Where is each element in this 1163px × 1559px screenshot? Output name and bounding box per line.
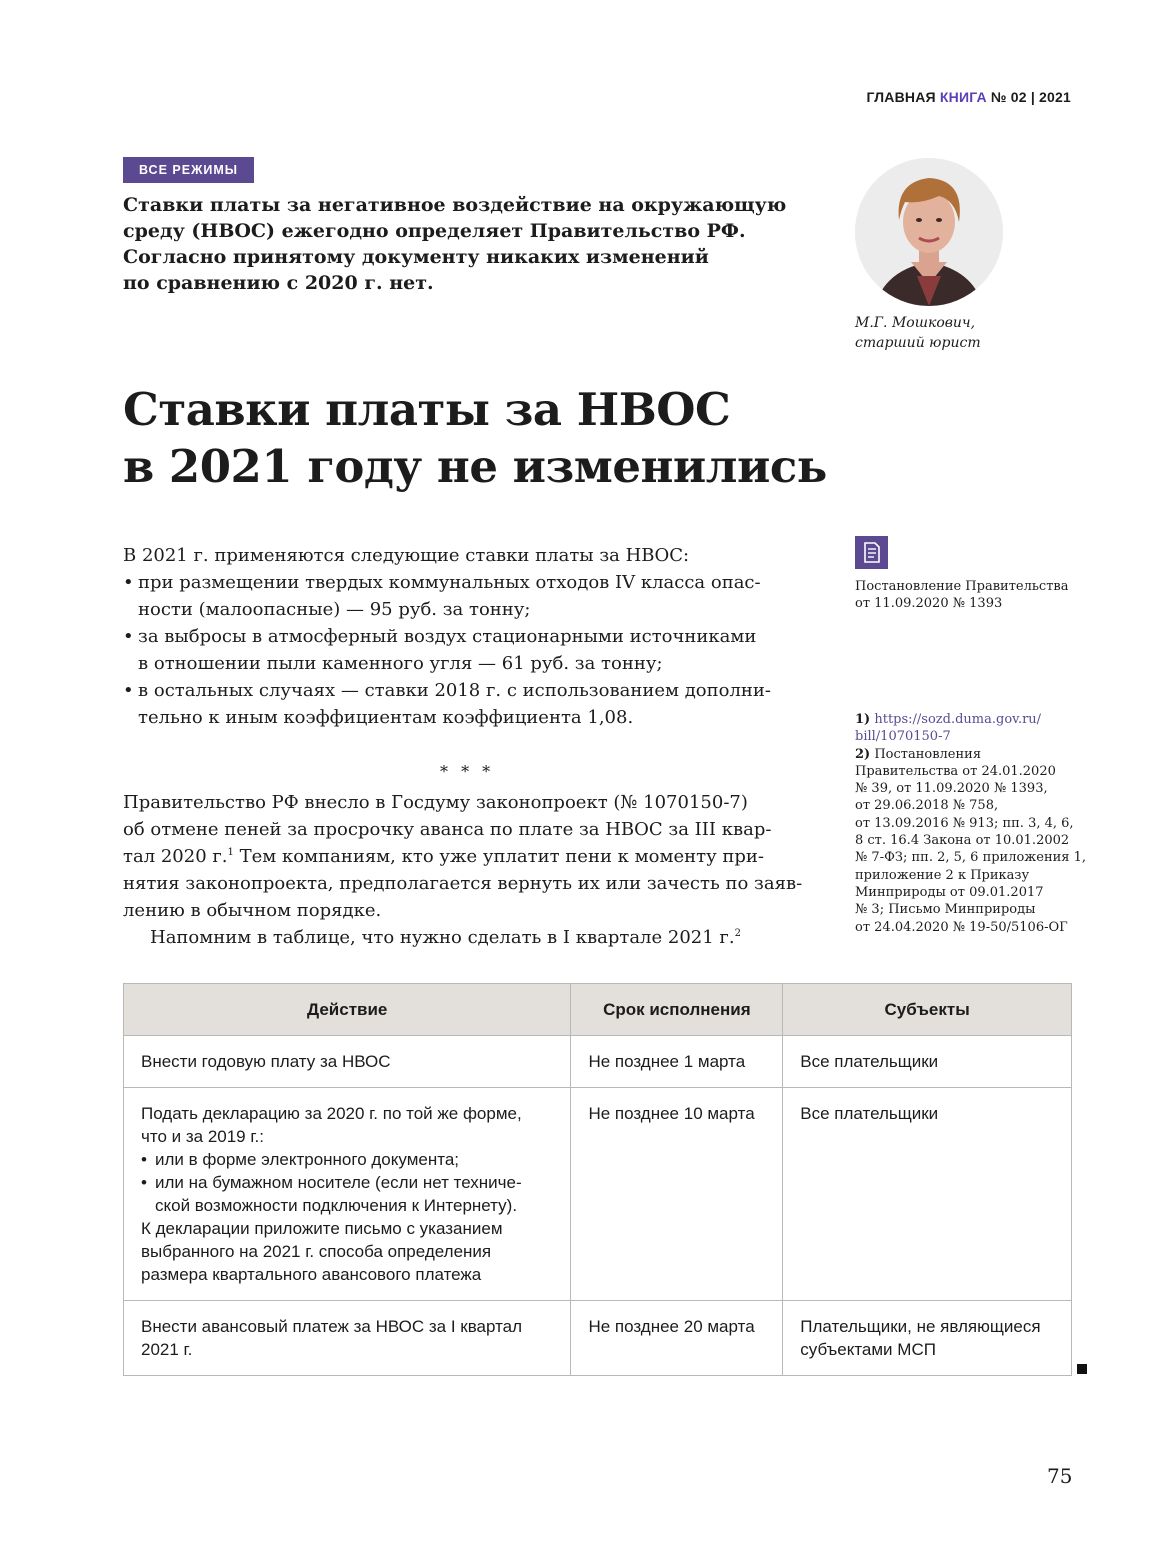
list-item-line: ности (малоопасные) — 95 руб. за тонну; [138,599,531,620]
list-item [123,623,771,677]
table-header-row [124,984,1072,1036]
lead-line: по сравнению с 2020 г. нет. [123,272,434,294]
title-line: в 2021 году не изменились [123,440,827,493]
footnotes [855,711,1086,936]
footnote-number: 1) [855,712,871,727]
para-line [123,924,802,951]
footnote-line: Минприроды от 09.01.2017 [855,884,1044,900]
table-row [124,1088,1072,1301]
footnote-line: от 29.06.2018 № 758, [855,798,999,814]
brand-accent: КНИГА [939,89,987,105]
intro-text: В 2021 г. применяются следующие ставки платы за НВОС: [123,545,690,566]
cell-deadline: Не позднее 1 марта [571,1036,783,1088]
footnote-line: Постановления [870,746,982,762]
running-header [866,89,1071,105]
para-line: об отмене пеней за просрочку аванса по плате за НВОС за III квар- [123,819,772,840]
cell-deadline: Не позднее 20 марта [571,1301,783,1376]
list-item [123,569,771,623]
cell-subject: Все плательщики [783,1036,1072,1088]
footnote-ref: 2 [734,928,741,939]
lead-paragraph [123,192,813,296]
cell-subject [783,1301,1072,1376]
footnote-1 [855,711,1086,728]
para-fragment: Тем компаниям, кто уже уплатит пени к моменту при- [233,846,764,867]
page-number: 75 [1047,1464,1073,1488]
lead-line: Согласно принятому документу никаких изменений [123,246,709,268]
column-header-action: Действие [124,984,571,1036]
footnote-2 [855,746,1086,763]
end-of-article-mark [1077,1364,1087,1374]
cell-line: Внести авансовый платеж за НВОС за I квартал [141,1317,523,1336]
table-row [124,1036,1072,1088]
sidebar-reference [855,578,1068,613]
footnote-line: № 3; Письмо Минприроды [855,902,1036,918]
cell-deadline: Не позднее 10 марта [571,1088,783,1301]
author-photo [855,158,1003,306]
document-icon [855,536,888,569]
cell-line: 2021 г. [141,1340,193,1359]
para-fragment: тал 2020 г. [123,846,228,867]
list-item-line: • за выбросы в атмосферный воздух стационарными источниками [138,626,757,647]
reference-line: от 11.09.2020 № 1393 [855,596,1003,612]
section-separator: * * * [440,762,495,781]
cell-line: что и за 2019 г.: [141,1127,264,1146]
cell-line: субъектами МСП [800,1340,936,1359]
footnote-link[interactable]: https://sozd.duma.gov.ru/ [874,712,1042,727]
footnote-line: № 7-ФЗ; пп. 2, 5, 6 приложения 1, [855,850,1087,866]
footnote-line: Правительства от 24.01.2020 [855,763,1056,779]
para-fragment: Напомним в таблице, что нужно сделать в I квартале 2021 г. [150,927,735,948]
cell-bullet: • или на бумажном носителе (если нет техниче- [141,1171,553,1194]
footnote-line: № 39, от 11.09.2020 № 1393, [855,781,1048,797]
brand-main: ГЛАВНАЯ [866,89,936,105]
cell-line: ской возможности подключения к Интернету). [155,1196,518,1215]
cell-line: выбранного на 2021 г. способа определения [141,1242,492,1261]
footnote-line: приложение 2 к Приказу [855,867,1030,883]
footnote-line: от 13.09.2016 № 913; пп. 3, 4, 6, [855,815,1074,831]
list-item-line: • в остальных случаях — ставки 2018 г. с использованием дополни- [138,680,771,701]
footnote-link[interactable]: bill/1070150-7 [855,729,951,745]
footnote-line: 8 ст. 16.4 Закона от 10.01.2002 [855,833,1070,849]
lead-line: среду (НВОС) ежегодно определяет Правительство РФ. [123,220,746,242]
cell-line: Подать декларацию за 2020 г. по той же форме, [141,1104,522,1123]
author-portrait-icon [855,158,1003,306]
list-item-line: • при размещении твердых коммунальных отходов IV класса опас- [138,572,761,593]
tasks-table [123,983,1072,1376]
list-item-line: тельно к иным коэффициентам коэффициента 1,08. [138,707,634,728]
section-tag: ВСЕ РЕЖИМЫ [123,157,254,183]
cell-bullet: • или в форме электронного документа; [141,1148,553,1171]
footnote-line: от 24.04.2020 № 19-50/5106-ОГ [855,919,1068,935]
list-item [123,677,771,731]
reference-line: Постановление Правительства [855,579,1069,594]
column-header-subjects: Субъекты [783,984,1072,1036]
title-line: Ставки платы за НВОС [123,383,731,436]
cell-action: Внести годовую плату за НВОС [124,1036,571,1088]
cell-action [124,1088,571,1301]
table-row [124,1301,1072,1376]
author-role: старший юрист [855,335,981,351]
para-line [123,843,802,870]
cell-action [124,1301,571,1376]
author-name: М.Г. Мошкович, [855,315,976,331]
article-title [123,381,827,495]
issue-number: № 02 | 2021 [990,89,1071,105]
column-header-deadline: Срок исполнения [571,984,783,1036]
para-line: нятия законопроекта, предполагается вернуть их или зачесть по заяв- [123,873,803,894]
lead-line: Ставки платы за негативное воздействие на окружающую [123,194,787,216]
body-paragraph [123,789,802,951]
list-item-line: в отношении пыли каменного угля — 61 руб. за тонну; [138,653,663,674]
cell-subject: Все плательщики [783,1088,1072,1301]
footnote-ref: 1 [227,847,234,858]
para-line: лению в обычном порядке. [123,900,382,921]
rates-list [123,569,771,731]
cell-line: Плательщики, не являющиеся [800,1317,1041,1336]
cell-line: К декларации приложите письмо с указанием [141,1219,503,1238]
cell-line: размера квартального авансового платежа [141,1265,482,1284]
para-line: Правительство РФ внесло в Госдуму законопроект (№ 1070150-7) [123,792,748,813]
footnote-number: 2) [855,746,871,762]
author-caption [855,313,981,353]
